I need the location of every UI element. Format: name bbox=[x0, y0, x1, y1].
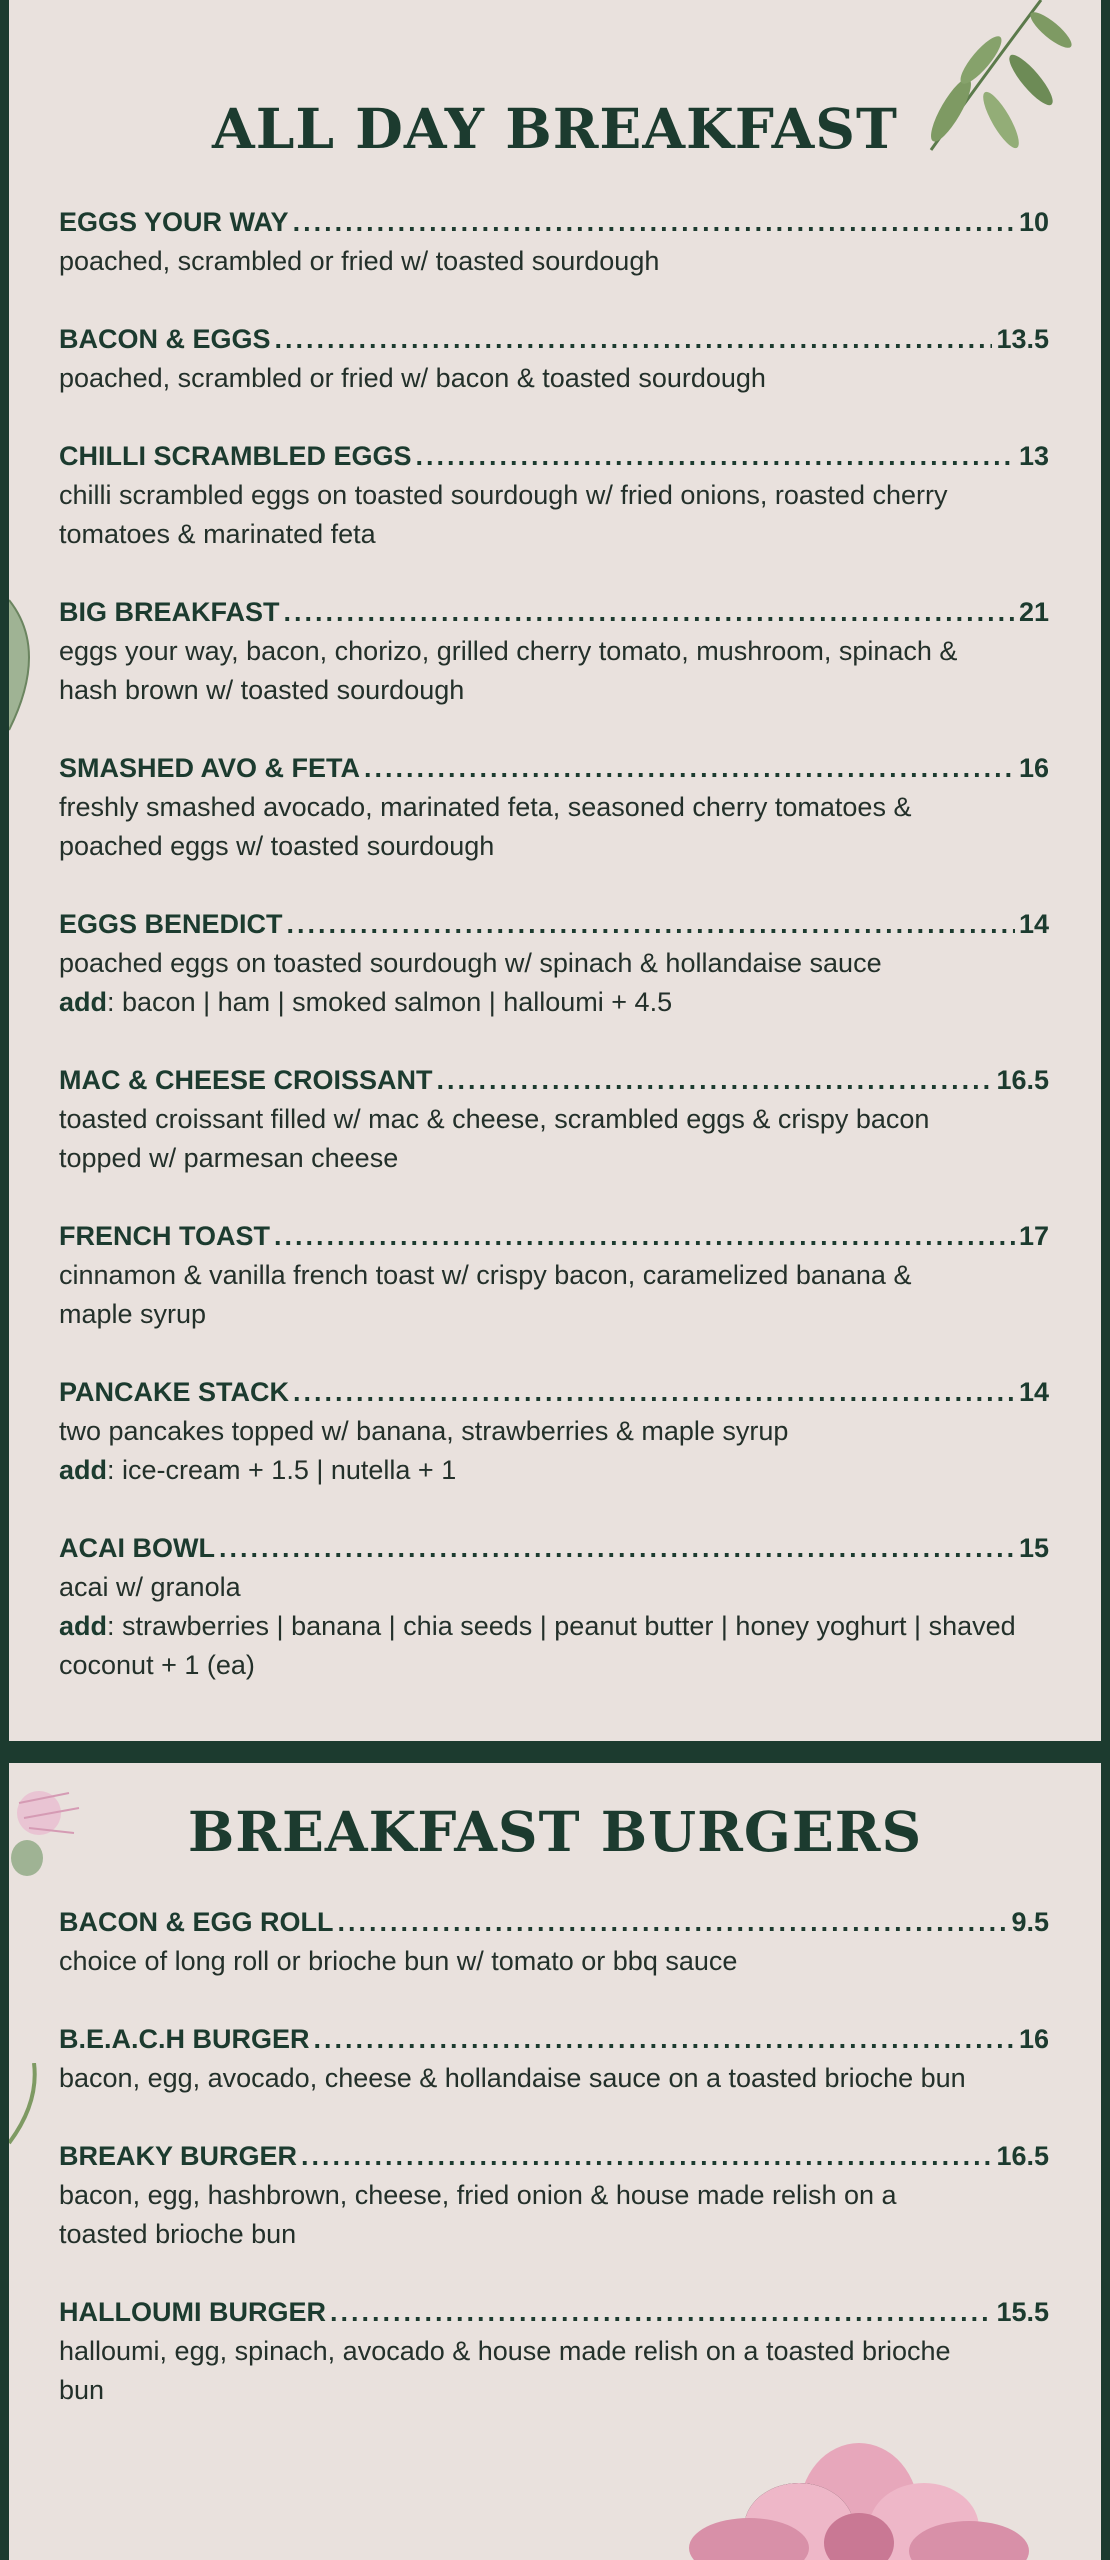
leaf-icon bbox=[9, 2063, 39, 2153]
menu-item-header bbox=[59, 904, 1049, 944]
menu-item-header bbox=[59, 1216, 1049, 1256]
dot-leader bbox=[219, 1528, 1015, 1568]
menu-item-description: halloumi, egg, spinach, avocado & house made relish on a toasted brioche bun bbox=[59, 2336, 951, 2405]
menu-item-header bbox=[59, 436, 1049, 476]
menu-item-name: MAC & CHEESE CROISSANT bbox=[59, 1065, 433, 1095]
dot-leader bbox=[338, 1902, 1008, 1942]
add-ons-label: add bbox=[59, 987, 108, 1017]
dot-leader bbox=[314, 2019, 1015, 2059]
menu-item-description: chilli scrambled eggs on toasted sourdough w/ fried onions, roasted cherry tomatoes & marinated feta bbox=[59, 480, 948, 549]
menu-item-price: 16 bbox=[1018, 2024, 1049, 2054]
menu-item-add-ons bbox=[59, 1607, 1049, 1685]
menu-item-price: 17 bbox=[1018, 1221, 1049, 1251]
menu-item-name: ACAI BOWL bbox=[59, 1533, 215, 1563]
add-ons-label: add bbox=[59, 1455, 108, 1485]
add-ons-list: : strawberries | banana | chia seeds | peanut butter | honey yoghurt | shaved coconut + 1 (ea) bbox=[59, 1611, 1016, 1680]
menu-item-header bbox=[59, 1372, 1049, 1412]
menu-item-price: 13.5 bbox=[996, 324, 1049, 354]
menu-item bbox=[59, 202, 1049, 281]
add-ons-list: : ice-cream + 1.5 | nutella + 1 bbox=[107, 1455, 457, 1485]
menu-item bbox=[59, 748, 1049, 866]
dot-leader bbox=[293, 1372, 1015, 1412]
menu-item-price: 16 bbox=[1018, 753, 1049, 783]
menu-item-header bbox=[59, 748, 1049, 788]
menu-item bbox=[59, 2136, 1049, 2254]
menu-item-name: PANCAKE STACK bbox=[59, 1377, 290, 1407]
dot-leader bbox=[364, 748, 1015, 788]
section-title: ALL DAY BREAKFAST bbox=[212, 96, 898, 161]
menu-item-list bbox=[59, 1902, 1049, 2448]
menu-item-header bbox=[59, 202, 1049, 242]
menu-item-description: acai w/ granola bbox=[59, 1572, 241, 1602]
menu-item bbox=[59, 904, 1049, 1022]
menu-item bbox=[59, 1528, 1049, 1685]
pink-flower-icon bbox=[649, 2433, 1069, 2560]
menu-item-price: 10 bbox=[1018, 207, 1049, 237]
menu-item-description: bacon, egg, avocado, cheese & hollandaise sauce on a toasted brioche bun bbox=[59, 2063, 966, 2093]
menu-item-price: 14 bbox=[1018, 1377, 1049, 1407]
menu-item-description: toasted croissant filled w/ mac & cheese, scrambled eggs & crispy bacon topped w/ parmesan cheese bbox=[59, 1104, 930, 1173]
menu-item-name: B.E.A.C.H BURGER bbox=[59, 2024, 310, 2054]
menu-item-name: EGGS BENEDICT bbox=[59, 909, 283, 939]
menu-item-description: poached, scrambled or fried w/ toasted sourdough bbox=[59, 246, 660, 276]
menu-item-price: 15.5 bbox=[996, 2297, 1049, 2327]
leaf-icon bbox=[9, 560, 49, 740]
menu-item bbox=[59, 2019, 1049, 2098]
menu-item-name: BACON & EGG ROLL bbox=[59, 1907, 334, 1937]
menu-item bbox=[59, 592, 1049, 710]
add-ons-label: add bbox=[59, 1611, 108, 1641]
add-ons-list: : bacon | ham | smoked salmon | halloumi + 4.5 bbox=[107, 987, 673, 1017]
menu-item-price: 16.5 bbox=[996, 2141, 1049, 2171]
menu-item bbox=[59, 1902, 1049, 1981]
menu-item-header bbox=[59, 1060, 1049, 1100]
menu-item-price: 14 bbox=[1018, 909, 1049, 939]
menu-item-name: CHILLI SCRAMBLED EGGS bbox=[59, 441, 412, 471]
menu-item-add-ons bbox=[59, 983, 1049, 1022]
all-day-breakfast-panel bbox=[9, 0, 1101, 1741]
menu-item-price: 16.5 bbox=[996, 1065, 1049, 1095]
menu-item-name: SMASHED AVO & FETA bbox=[59, 753, 361, 783]
menu-item bbox=[59, 319, 1049, 398]
menu-item-price: 9.5 bbox=[1011, 1907, 1049, 1937]
menu-item-price: 21 bbox=[1018, 597, 1049, 627]
menu-item-header bbox=[59, 319, 1049, 359]
menu-item-description: bacon, egg, hashbrown, cheese, fried onion & house made relish on a toasted brioche bun bbox=[59, 2180, 897, 2249]
menu-item-description: two pancakes topped w/ banana, strawberries & maple syrup bbox=[59, 1416, 789, 1446]
menu-item-name: EGGS YOUR WAY bbox=[59, 207, 289, 237]
dot-leader bbox=[284, 592, 1015, 632]
menu-item-name: FRENCH TOAST bbox=[59, 1221, 271, 1251]
menu-item-price: 13 bbox=[1018, 441, 1049, 471]
menu-item-description: cinnamon & vanilla french toast w/ crispy bacon, caramelized banana & maple syrup bbox=[59, 1260, 912, 1329]
menu-item-name: BACON & EGGS bbox=[59, 324, 271, 354]
dot-leader bbox=[301, 2136, 992, 2176]
menu-item bbox=[59, 2292, 1049, 2410]
menu-item bbox=[59, 1372, 1049, 1490]
dot-leader bbox=[330, 2292, 992, 2332]
menu-item-header bbox=[59, 2019, 1049, 2059]
menu-item-header bbox=[59, 2292, 1049, 2332]
dot-leader bbox=[437, 1060, 993, 1100]
section-title: BREAKFAST BURGERS bbox=[187, 1799, 923, 1864]
menu-item bbox=[59, 436, 1049, 554]
menu-item-description: choice of long roll or brioche bun w/ tomato or bbq sauce bbox=[59, 1946, 738, 1976]
menu-item-name: HALLOUMI BURGER bbox=[59, 2297, 326, 2327]
menu-item-description: freshly smashed avocado, marinated feta, seasoned cherry tomatoes & poached eggs w/ toasted sourdough bbox=[59, 792, 912, 861]
breakfast-burgers-panel bbox=[9, 1763, 1101, 2560]
menu-item-description: poached eggs on toasted sourdough w/ spinach & hollandaise sauce bbox=[59, 948, 882, 978]
menu-item-description: eggs your way, bacon, chorizo, grilled cherry tomato, mushroom, spinach & hash brown w/ toasted sourdough bbox=[59, 636, 958, 705]
menu-item-header bbox=[59, 592, 1049, 632]
menu-item-header bbox=[59, 2136, 1049, 2176]
menu-item-price: 15 bbox=[1018, 1533, 1049, 1563]
menu-item-name: BREAKY BURGER bbox=[59, 2141, 298, 2171]
menu-item bbox=[59, 1216, 1049, 1334]
menu-item-header bbox=[59, 1902, 1049, 1942]
dot-leader bbox=[274, 1216, 1015, 1256]
menu-item-add-ons bbox=[59, 1451, 1049, 1490]
dot-leader bbox=[275, 319, 993, 359]
menu-item-header bbox=[59, 1528, 1049, 1568]
menu-item bbox=[59, 1060, 1049, 1178]
dot-leader bbox=[416, 436, 1015, 476]
dot-leader bbox=[293, 202, 1015, 242]
menu-item-name: BIG BREAKFAST bbox=[59, 597, 280, 627]
menu-item-description: poached, scrambled or fried w/ bacon & toasted sourdough bbox=[59, 363, 766, 393]
menu-item-list bbox=[59, 202, 1049, 1723]
dot-leader bbox=[287, 904, 1015, 944]
